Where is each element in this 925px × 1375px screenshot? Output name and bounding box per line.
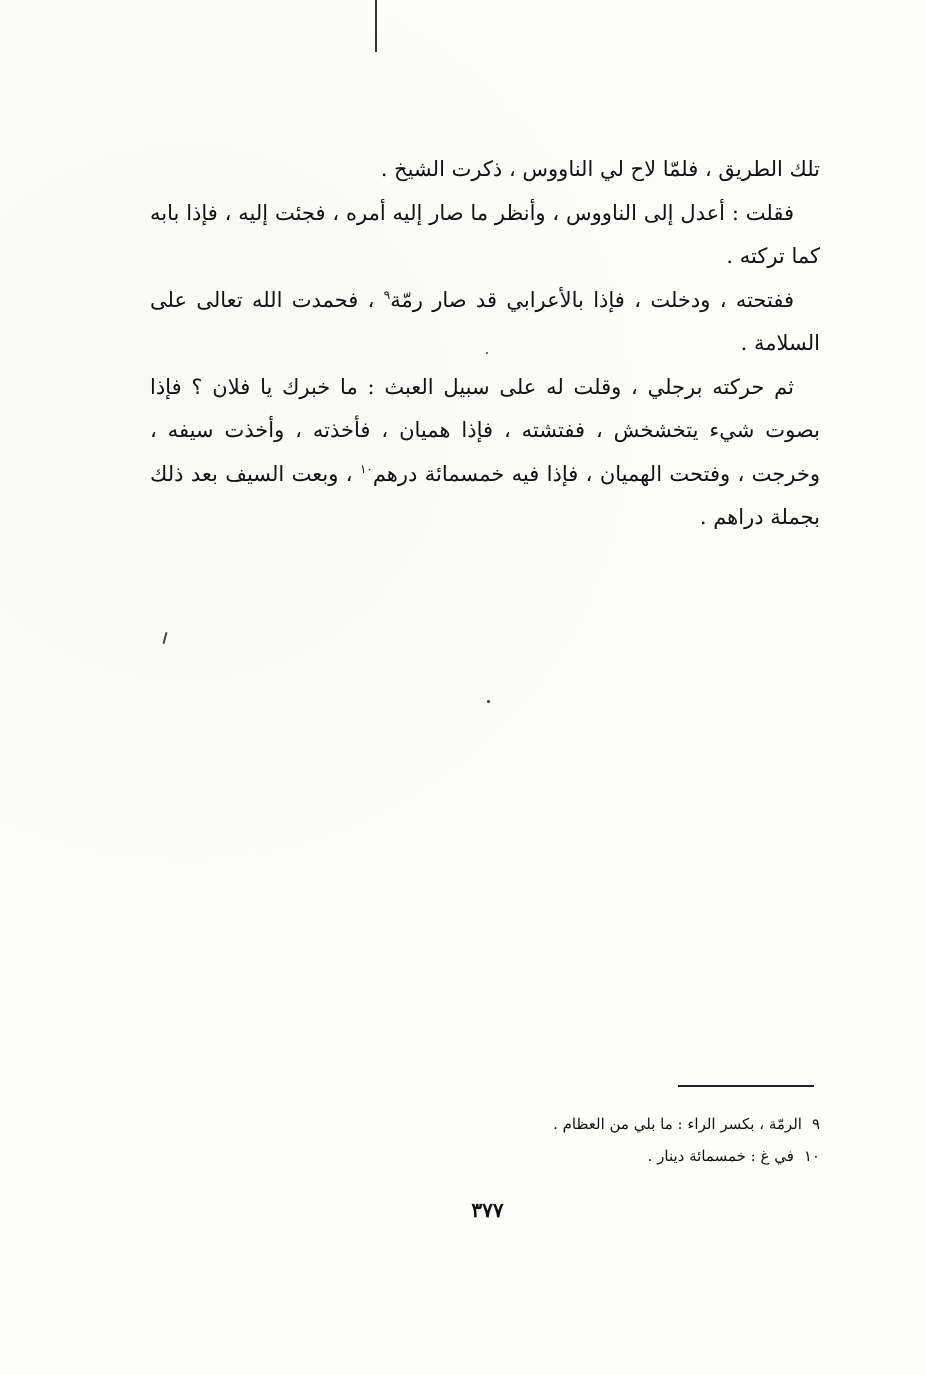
footnote-10 (450, 1140, 820, 1172)
footnote-number: ١٠ (803, 1147, 820, 1165)
paragraph-3 (150, 279, 820, 366)
footnote-ref-9[interactable]: ٩ (383, 287, 391, 302)
main-text (150, 148, 820, 540)
footnote-separator (678, 1085, 814, 1087)
paragraph-4-text-start: ثم حركته برجلي ، وقلت له على سبيل العبث : ما خبرك يا فلان ؟ فإذا بصوت شيء يتخشخش ، ففتشته ، فإذا هميان ، فأخذته ، وأخذت سيفه ، وخرجت ، وفتحت الهميان ، فإذا فيه خمسمائة درهم (150, 374, 820, 486)
paragraph-1 (150, 148, 820, 192)
footnote-number: ٩ (811, 1115, 820, 1133)
footnote-text: في غ : خمسمائة دينار . (647, 1147, 794, 1165)
footnote-ref-10[interactable]: ١٠ (359, 461, 373, 476)
footnote-9 (450, 1108, 820, 1140)
gutter-line (375, 0, 377, 52)
paragraph-2 (150, 192, 820, 279)
footnote-text: الرمّة ، بكسر الراء : ما بلي من العظام . (553, 1115, 802, 1133)
page-number: ٣٧٧ (471, 1198, 504, 1222)
paragraph-1-text: تلك الطريق ، فلمّا لاح لي الناووس ، ذكرت الشيخ . (380, 157, 820, 181)
paragraph-3-text-start: ففتحته ، ودخلت ، فإذا بالأعرابي قد صار رمّة (390, 287, 794, 312)
paragraph-3-text-end: ، فحمدت الله تعالى على السلامة . (150, 287, 820, 355)
footnotes (450, 1108, 820, 1172)
paragraph-4 (150, 366, 820, 540)
paragraph-2-text: فقلت : أعدل إلى الناووس ، وأنظر ما صار إليه أمره ، فجئت إليه ، فإذا بابه كما تركته . (150, 200, 820, 268)
paragraph-4-text-end: ، وبعت السيف بعد ذلك بجملة دراهم . (150, 461, 820, 529)
scan-dot (487, 700, 490, 703)
scan-mark (162, 632, 167, 644)
